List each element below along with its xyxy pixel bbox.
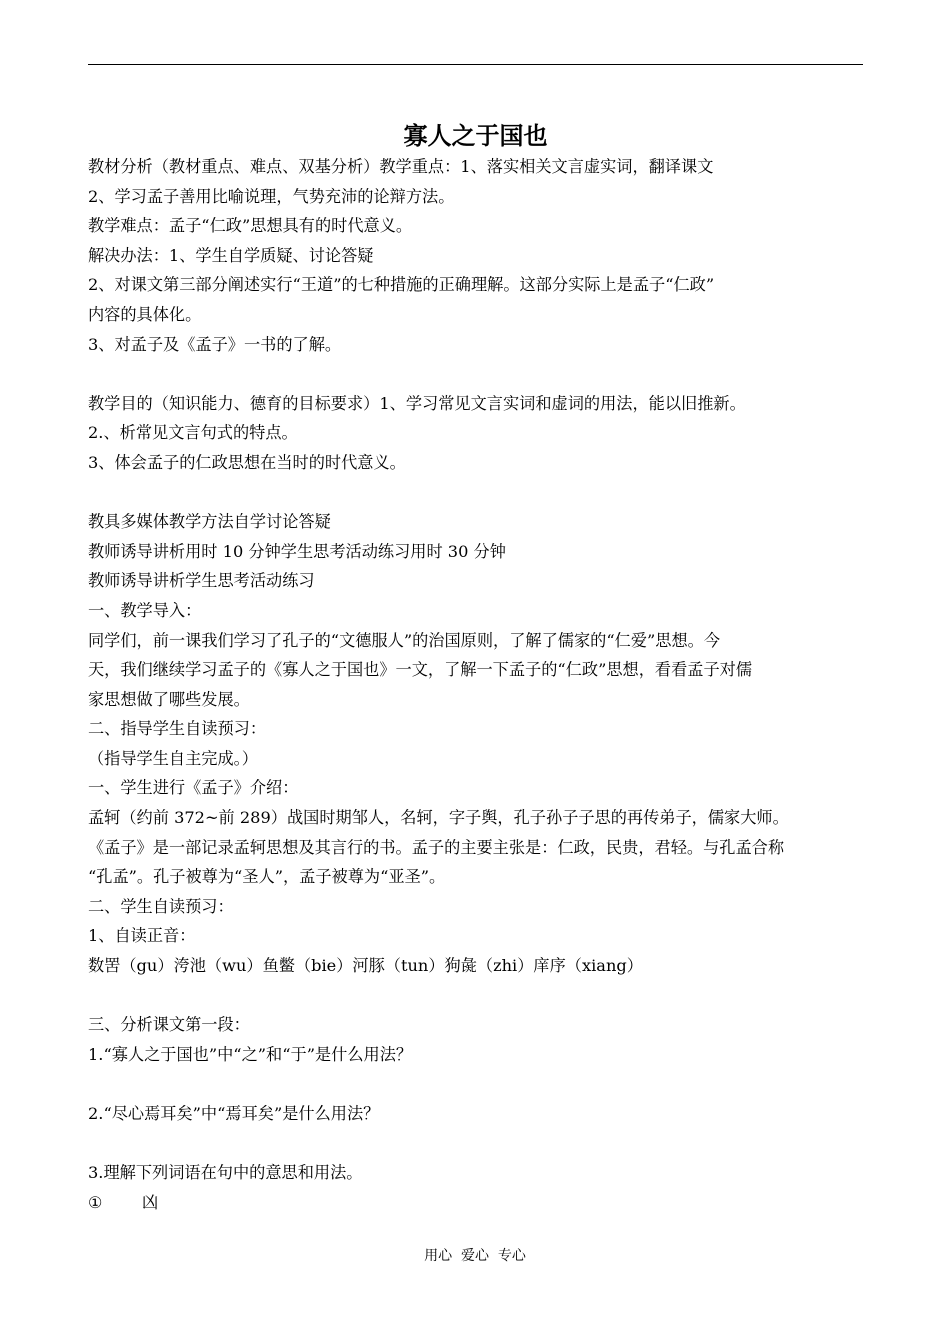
body-line: 同学们，前一课我们学习了孔子的“文德服人”的治国原则，了解了儒家的“仁爱”思想。今: [88, 630, 721, 650]
blank-line: [88, 1129, 866, 1159]
body-line: （指导学生自主完成。）: [88, 748, 258, 768]
page-footer: 用心 爱心 专心: [424, 1248, 526, 1264]
body-line: 《孟子》是一部记录孟轲思想及其言行的书。孟子的主要主张是：仁政，民贵，君轻。与孔孟合称: [88, 837, 785, 857]
question-line: 1.“寡人之于国也”中“之”和“于”是什么用法？: [88, 1044, 413, 1064]
document-title: 寡人之于国也: [403, 121, 548, 150]
body-line: 教学目的（知识能力、德育的目标要求）1、学习常见文言实词和虚词的用法，能以旧推新。: [88, 393, 746, 413]
body-line: 教师诱导讲析学生思考活动练习: [88, 571, 315, 591]
section-heading: 一、教学导入：: [88, 600, 202, 620]
blank-line: [88, 1069, 866, 1099]
body-line: 2、对课文第三部分阐述实行“王道”的七种措施的正确理解。这部分实际上是孟子“仁政”: [88, 275, 715, 295]
body-line: 家思想做了哪些发展。: [88, 689, 250, 709]
blank-line: [88, 478, 866, 508]
section-heading: 二、学生自读预习：: [88, 896, 234, 916]
circled-number-marker: ①: [88, 1192, 103, 1212]
body-line: 2.、析常见文言句式的特点。: [88, 423, 298, 443]
numbered-item-text: 凶: [142, 1192, 159, 1212]
document-body: [88, 152, 866, 1217]
body-line: 内容的具体化。: [88, 304, 202, 324]
body-line: 解决办法：1、学生自学质疑、讨论答疑: [88, 245, 374, 265]
body-line: 1、自读正音：: [88, 926, 196, 946]
numbered-item: [88, 1188, 866, 1218]
section-heading: 一、学生进行《孟子》介绍：: [88, 778, 299, 798]
blank-line: [88, 981, 866, 1011]
body-line: “孔孟”。孔子被尊为“圣人”，孟子被尊为“亚圣”。: [88, 867, 446, 887]
blank-line: [88, 359, 866, 389]
body-line: 教材分析（教材重点、难点、双基分析）教学重点：1、落实相关文言虚实词，翻译课文: [88, 157, 714, 176]
body-line: 教具多媒体教学方法自学讨论答疑: [88, 512, 331, 532]
section-heading: 三、分析课文第一段：: [88, 1015, 250, 1035]
body-line: 教师诱导讲析用时 10 分钟学生思考活动练习用时 30 分钟: [88, 541, 506, 561]
body-line: 3、体会孟子的仁政思想在当时的时代意义。: [88, 452, 406, 472]
body-line: 孟轲（约前 372~前 289）战国时期邹人，名轲，字子舆，孔子孙子子思的再传弟子，儒家大师。: [88, 808, 789, 828]
question-line: 2.“尽心焉耳矣”中“焉耳矣”是什么用法？: [88, 1104, 380, 1123]
body-line: 数罟（gu）洿池（wu）鱼鳖（bie）河豚（tun）狗彘（zhi）庠序（xiang）: [88, 956, 643, 976]
question-line: 3.理解下列词语在句中的意思和用法。: [88, 1163, 363, 1183]
header-rule: [88, 64, 863, 65]
body-line: 2、学习孟子善用比喻说理，气势充沛的论辩方法。: [88, 186, 455, 206]
body-line: 天，我们继续学习孟子的《寡人之于国也》一文，了解一下孟子的“仁政”思想，看看孟子对儒: [88, 660, 753, 680]
body-line: 教学难点：孟子“仁政”思想具有的时代意义。: [88, 216, 413, 236]
body-line: 3、对孟子及《孟子》一书的了解。: [88, 334, 342, 354]
section-heading: 二、指导学生自读预习：: [88, 719, 267, 739]
